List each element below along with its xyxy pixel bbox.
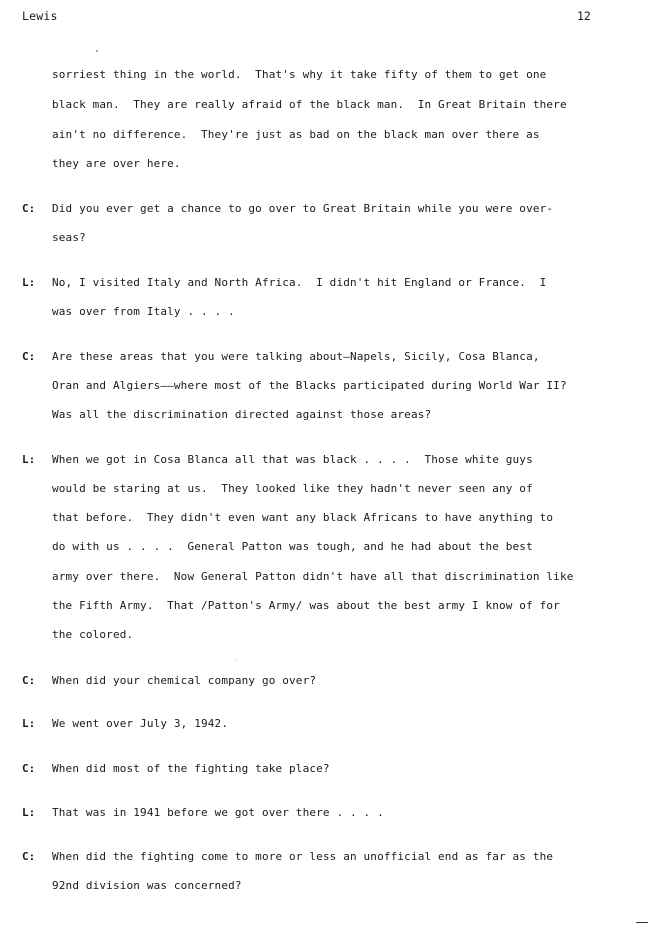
speaker-label: C: (22, 350, 36, 363)
speaker-label: L: (22, 276, 36, 289)
speaker-label: C: (22, 202, 36, 215)
transcript-line: was over from Italy . . . . (52, 305, 235, 318)
transcript-line: When did the fighting come to more or less an unofficial end as far as the (52, 850, 554, 863)
transcript-line: Was all the discrimination directed against those areas? (52, 408, 432, 421)
transcript-line: We went over July 3, 1942. (52, 717, 229, 730)
transcript-line: No, I visited Italy and North Africa. I didn't hit England or France. I (52, 276, 547, 289)
transcript-line: the Fifth Army. That /Patton's Army/ was about the best army I know of for (52, 599, 560, 612)
transcript-line: sorriest thing in the world. That's why it take fifty of them to get one (52, 68, 547, 81)
transcript-line: Are these areas that you were talking about—Napels, Sicily, Cosa Blanca, (52, 350, 540, 363)
transcript-line: would be staring at us. They looked like they hadn't never seen any of (52, 482, 533, 495)
scan-edge-mark (636, 922, 648, 923)
transcript-line: That was in 1941 before we got over there . . . . (52, 806, 384, 819)
transcript-line: seas? (52, 231, 86, 244)
transcript-line: When did your chemical company go over? (52, 674, 317, 687)
transcript-line: Oran and Algiers——where most of the Blacks participated during World War II? (52, 379, 567, 392)
transcript-line: black man. They are really afraid of the black man. In Great Britain there (52, 98, 567, 111)
header-interviewee-name: Lewis (22, 9, 58, 23)
transcript-line: the colored. (52, 628, 134, 641)
speaker-label: C: (22, 850, 36, 863)
transcript-line: do with us . . . . General Patton was tough, and he had about the best (52, 540, 533, 553)
transcript-line: army over there. Now General Patton didn't have all that discrimination like (52, 570, 574, 583)
transcript-line: ain't no difference. They're just as bad on the black man over there as (52, 128, 540, 141)
transcript-line: that before. They didn't even want any black Africans to have anything to (52, 511, 554, 524)
speaker-label: L: (22, 717, 36, 730)
speaker-label: L: (22, 806, 36, 819)
scan-speck (96, 50, 98, 52)
transcript-line: 92nd division was concerned? (52, 879, 242, 892)
speaker-label: C: (22, 674, 36, 687)
transcript-line: When we got in Cosa Blanca all that was black . . . . Those white guys (52, 453, 533, 466)
scan-speck (236, 660, 237, 661)
speaker-label: C: (22, 762, 36, 775)
transcript-line: they are over here. (52, 157, 181, 170)
speaker-label: L: (22, 453, 36, 466)
transcript-line: Did you ever get a chance to go over to Great Britain while you were over- (52, 202, 554, 215)
header-page-number: 12 (577, 9, 591, 23)
transcript-line: When did most of the fighting take place? (52, 762, 330, 775)
